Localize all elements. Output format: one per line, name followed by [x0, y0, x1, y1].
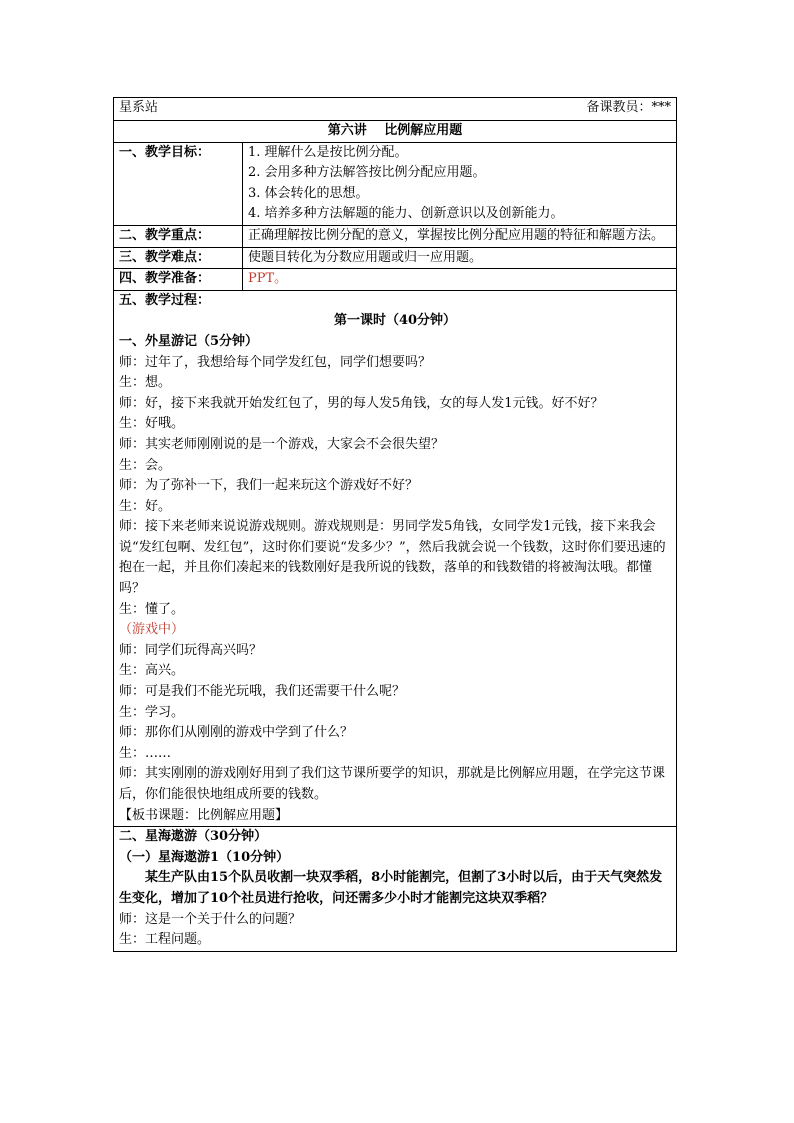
dialogue-line: 师：过年了，我想给每个同学发红包，同学们想要吗？	[119, 354, 432, 370]
difficulties-text: 使题目转化为分数应用题或归一应用题。	[243, 247, 677, 269]
dialogue-line: 生：会。	[119, 457, 172, 473]
key-points-label: 二、教学重点：	[114, 225, 243, 247]
in-game-note: （游戏中）	[119, 622, 185, 638]
dialogue-line: 师：那你们从刚刚的游戏中学到了什么？	[119, 725, 354, 741]
key-points-row	[114, 225, 677, 247]
dialogue-line: 师：其实老师刚刚说的是一个游戏，大家会不会很失望？	[119, 436, 445, 452]
preparation-text: PPT。	[243, 269, 677, 291]
objectives-row	[114, 142, 677, 225]
dialogue-line: 师：其实刚刚的游戏刚好用到了我们这节课所要学的知识，那就是比例解应用题，在学完这节课后，你们能很快地组成所要的钱数。	[119, 766, 666, 802]
process-label: 五、教学过程：	[119, 292, 211, 308]
section2-title: 二、星海遨游（30分钟）	[119, 829, 268, 845]
dialogue-line: 师：可是我们不能光玩哦，我们还需要干什么呢？	[119, 684, 406, 700]
dialogue-line: 师：同学们玩得高兴吗？	[119, 642, 263, 658]
lesson-period-title: 第一课时（40分钟）	[333, 313, 457, 329]
dialogue-line: 师：这是一个关于什么的问题？	[119, 911, 302, 927]
section2-cell	[114, 827, 677, 952]
dialogue-line: 生：懂了。	[119, 601, 185, 617]
header-row	[114, 98, 677, 121]
preparation-row	[114, 269, 677, 291]
section2-subtitle: （一）星海遨游1（10分钟）	[119, 849, 290, 865]
objective-item: 2. 会用多种方法解答按比例分配应用题。	[248, 165, 486, 181]
dialogue-line: 师：好，接下来我就开始发红包了，男的每人发5角钱，女的每人发1元钱。好不好？	[119, 395, 604, 411]
lesson-plan-sheet	[113, 97, 676, 952]
key-points-text: 正确理解按比例分配的意义，掌握按比例分配应用题的特征和解题方法。	[243, 225, 677, 247]
dialogue-line: 生：想。	[119, 375, 172, 391]
objective-item: 1. 理解什么是按比例分配。	[248, 144, 408, 160]
section1-title: 一、外星游记（5分钟）	[119, 333, 259, 349]
title-row	[114, 121, 677, 143]
objective-item: 4. 培养多种方法解题的能力、创新意识以及创新能力。	[248, 206, 564, 222]
dialogue-line: 师：为了弥补一下，我们一起来玩这个游戏好不好？	[119, 478, 419, 494]
station-name: 星系站	[119, 100, 159, 115]
dialogue-line: 生：好哦。	[119, 416, 185, 432]
lesson-title: 第六讲 比例解应用题	[114, 121, 677, 143]
problem-statement: 某生产队由15个队员收割一块双季稻，8小时能割完，但割了3小时以后，由于天气突然发生变化，增加了10个社员进行抢收，问还需多少小时才能割完这块双季稻？	[119, 870, 663, 906]
process-cell	[114, 290, 677, 826]
dialogue-line: 生：学习。	[119, 704, 185, 720]
dialogue-line: 生：……	[119, 745, 172, 761]
lesson-plan-table	[113, 97, 677, 952]
dialogue-line: 师：接下来老师来说说游戏规则。游戏规则是：男同学发5角钱，女同学发1元钱，接下来我会说“发红包啊、发红包”，这时你们要说“发多少？”，然后我就会说一个钱数，这时你们要迅速的抱在一起，并且你们凑起来的钱数刚好是我所说的钱数，落单的和钱数错的将被淘汰哦。都懂吗？	[119, 519, 666, 597]
objectives-label: 一、教学目标：	[114, 142, 243, 225]
header-cell	[114, 98, 677, 121]
dialogue-line: 生：高兴。	[119, 663, 185, 679]
difficulties-row	[114, 247, 677, 269]
dialogue-line: 生：好。	[119, 498, 172, 514]
dialogue-line: 生：工程问题。	[119, 932, 211, 948]
objectives-list	[243, 142, 677, 225]
difficulties-label: 三、教学难点：	[114, 247, 243, 269]
teacher-label: 备课教员：***	[586, 100, 671, 115]
board-title: 【板书课题：比例解应用题】	[119, 807, 289, 823]
objective-item: 3. 体会转化的思想。	[248, 185, 369, 201]
preparation-label: 四、教学准备：	[114, 269, 243, 291]
section2-row	[114, 827, 677, 952]
process-row	[114, 290, 677, 826]
